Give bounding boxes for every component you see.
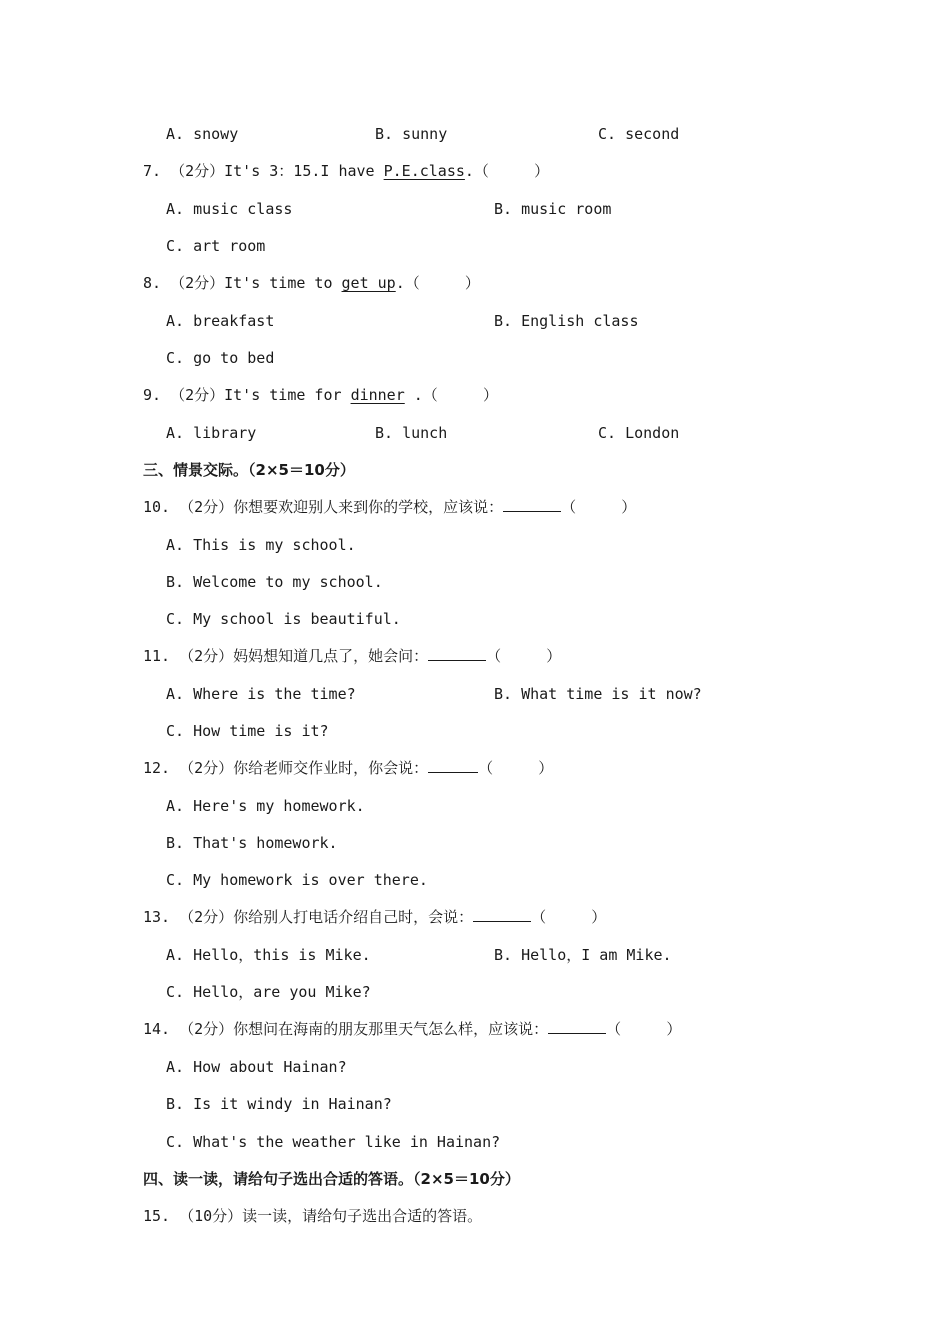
q9-option-c: C. London (598, 424, 680, 442)
q13-text: 13. （2分）你给别人打电话介绍自己时，会说： (143, 908, 474, 926)
q14-option-c: C. What's the weather like in Hainan? (166, 1133, 501, 1151)
q13-stem (143, 907, 606, 927)
q14-option-a: A. How about Hainan? (166, 1058, 347, 1076)
q9-suffix: .（ ） (404, 386, 498, 404)
section-4-heading: 四、读一读，请给句子选出合适的答语。（2×5＝10分） (143, 1170, 520, 1188)
q13-answer-blank (473, 907, 531, 922)
q12-stem (143, 758, 553, 778)
q8-stem (143, 273, 480, 293)
q10-tail: （ ） (561, 498, 637, 516)
q9-option-a: A. library (166, 424, 257, 442)
q12-text: 12. （2分）你给老师交作业时，你会说： (143, 759, 429, 777)
q10-option-a: A. This is my school. (166, 536, 356, 554)
q6-option-a: A. snowy (166, 125, 239, 143)
q13-option-b: B. Hello，I am Mike. (494, 946, 672, 964)
q14-text: 14. （2分）你想问在海南的朋友那里天气怎么样，应该说： (143, 1020, 549, 1038)
q13-option-a: A. Hello，this is Mike. (166, 946, 371, 964)
q8-option-c: C. go to bed (166, 349, 275, 367)
q13-tail: （ ） (531, 908, 607, 926)
q10-option-c: C. My school is beautiful. (166, 610, 401, 628)
q7-prefix: 7. （2分）It's 3：15.I have (143, 162, 384, 180)
q12-answer-blank (428, 758, 478, 773)
q10-text: 10. （2分）你想要欢迎别人来到你的学校，应该说： (143, 498, 504, 516)
q6-option-c: C. second (598, 125, 680, 143)
q7-option-c: C. art room (166, 237, 266, 255)
q9-option-b: B. lunch (375, 424, 448, 442)
q14-option-b: B. Is it windy in Hainan? (166, 1095, 392, 1113)
q12-option-b: B. That's homework. (166, 834, 338, 852)
q7-stem (143, 161, 549, 181)
q9-stem (143, 385, 498, 405)
q8-suffix: .（ ） (395, 274, 480, 292)
q11-tail: （ ） (486, 647, 562, 665)
q9-prefix: 9. （2分）It's time for (143, 386, 351, 404)
q11-option-c: C. How time is it? (166, 722, 329, 740)
q15-stem: 15. （10分）读一读，请给句子选出合适的答语。 (143, 1207, 483, 1225)
q10-stem (143, 497, 636, 517)
q11-text: 11. （2分）妈妈想知道几点了，她会问： (143, 647, 429, 665)
q8-prefix: 8. （2分）It's time to (143, 274, 342, 292)
q8-option-a: A. breakfast (166, 312, 275, 330)
section-3-heading: 三、情景交际。（2×5＝10分） (143, 461, 355, 479)
q11-option-b: B. What time is it now? (494, 685, 702, 703)
q8-underlined: get up (341, 274, 396, 292)
q11-stem (143, 646, 561, 666)
q14-stem (143, 1019, 681, 1039)
q7-underlined: P.E.class (383, 162, 465, 180)
q14-answer-blank (548, 1019, 606, 1034)
q10-option-b: B. Welcome to my school. (166, 573, 383, 591)
q7-suffix: .（ ） (464, 162, 550, 180)
q8-option-b: B. English class (494, 312, 639, 330)
q7-option-b: B. music room (494, 200, 612, 218)
q11-answer-blank (428, 646, 486, 661)
q13-option-c: C. Hello，are you Mike? (166, 983, 371, 1001)
q12-option-a: A. Here's my homework. (166, 797, 365, 815)
q14-tail: （ ） (606, 1020, 682, 1038)
q9-underlined: dinner (350, 386, 405, 404)
q10-answer-blank (503, 497, 561, 512)
q12-tail: （ ） (478, 759, 554, 777)
q7-option-a: A. music class (166, 200, 293, 218)
q6-option-b: B. sunny (375, 125, 448, 143)
q11-option-a: A. Where is the time? (166, 685, 356, 703)
q12-option-c: C. My homework is over there. (166, 871, 428, 889)
